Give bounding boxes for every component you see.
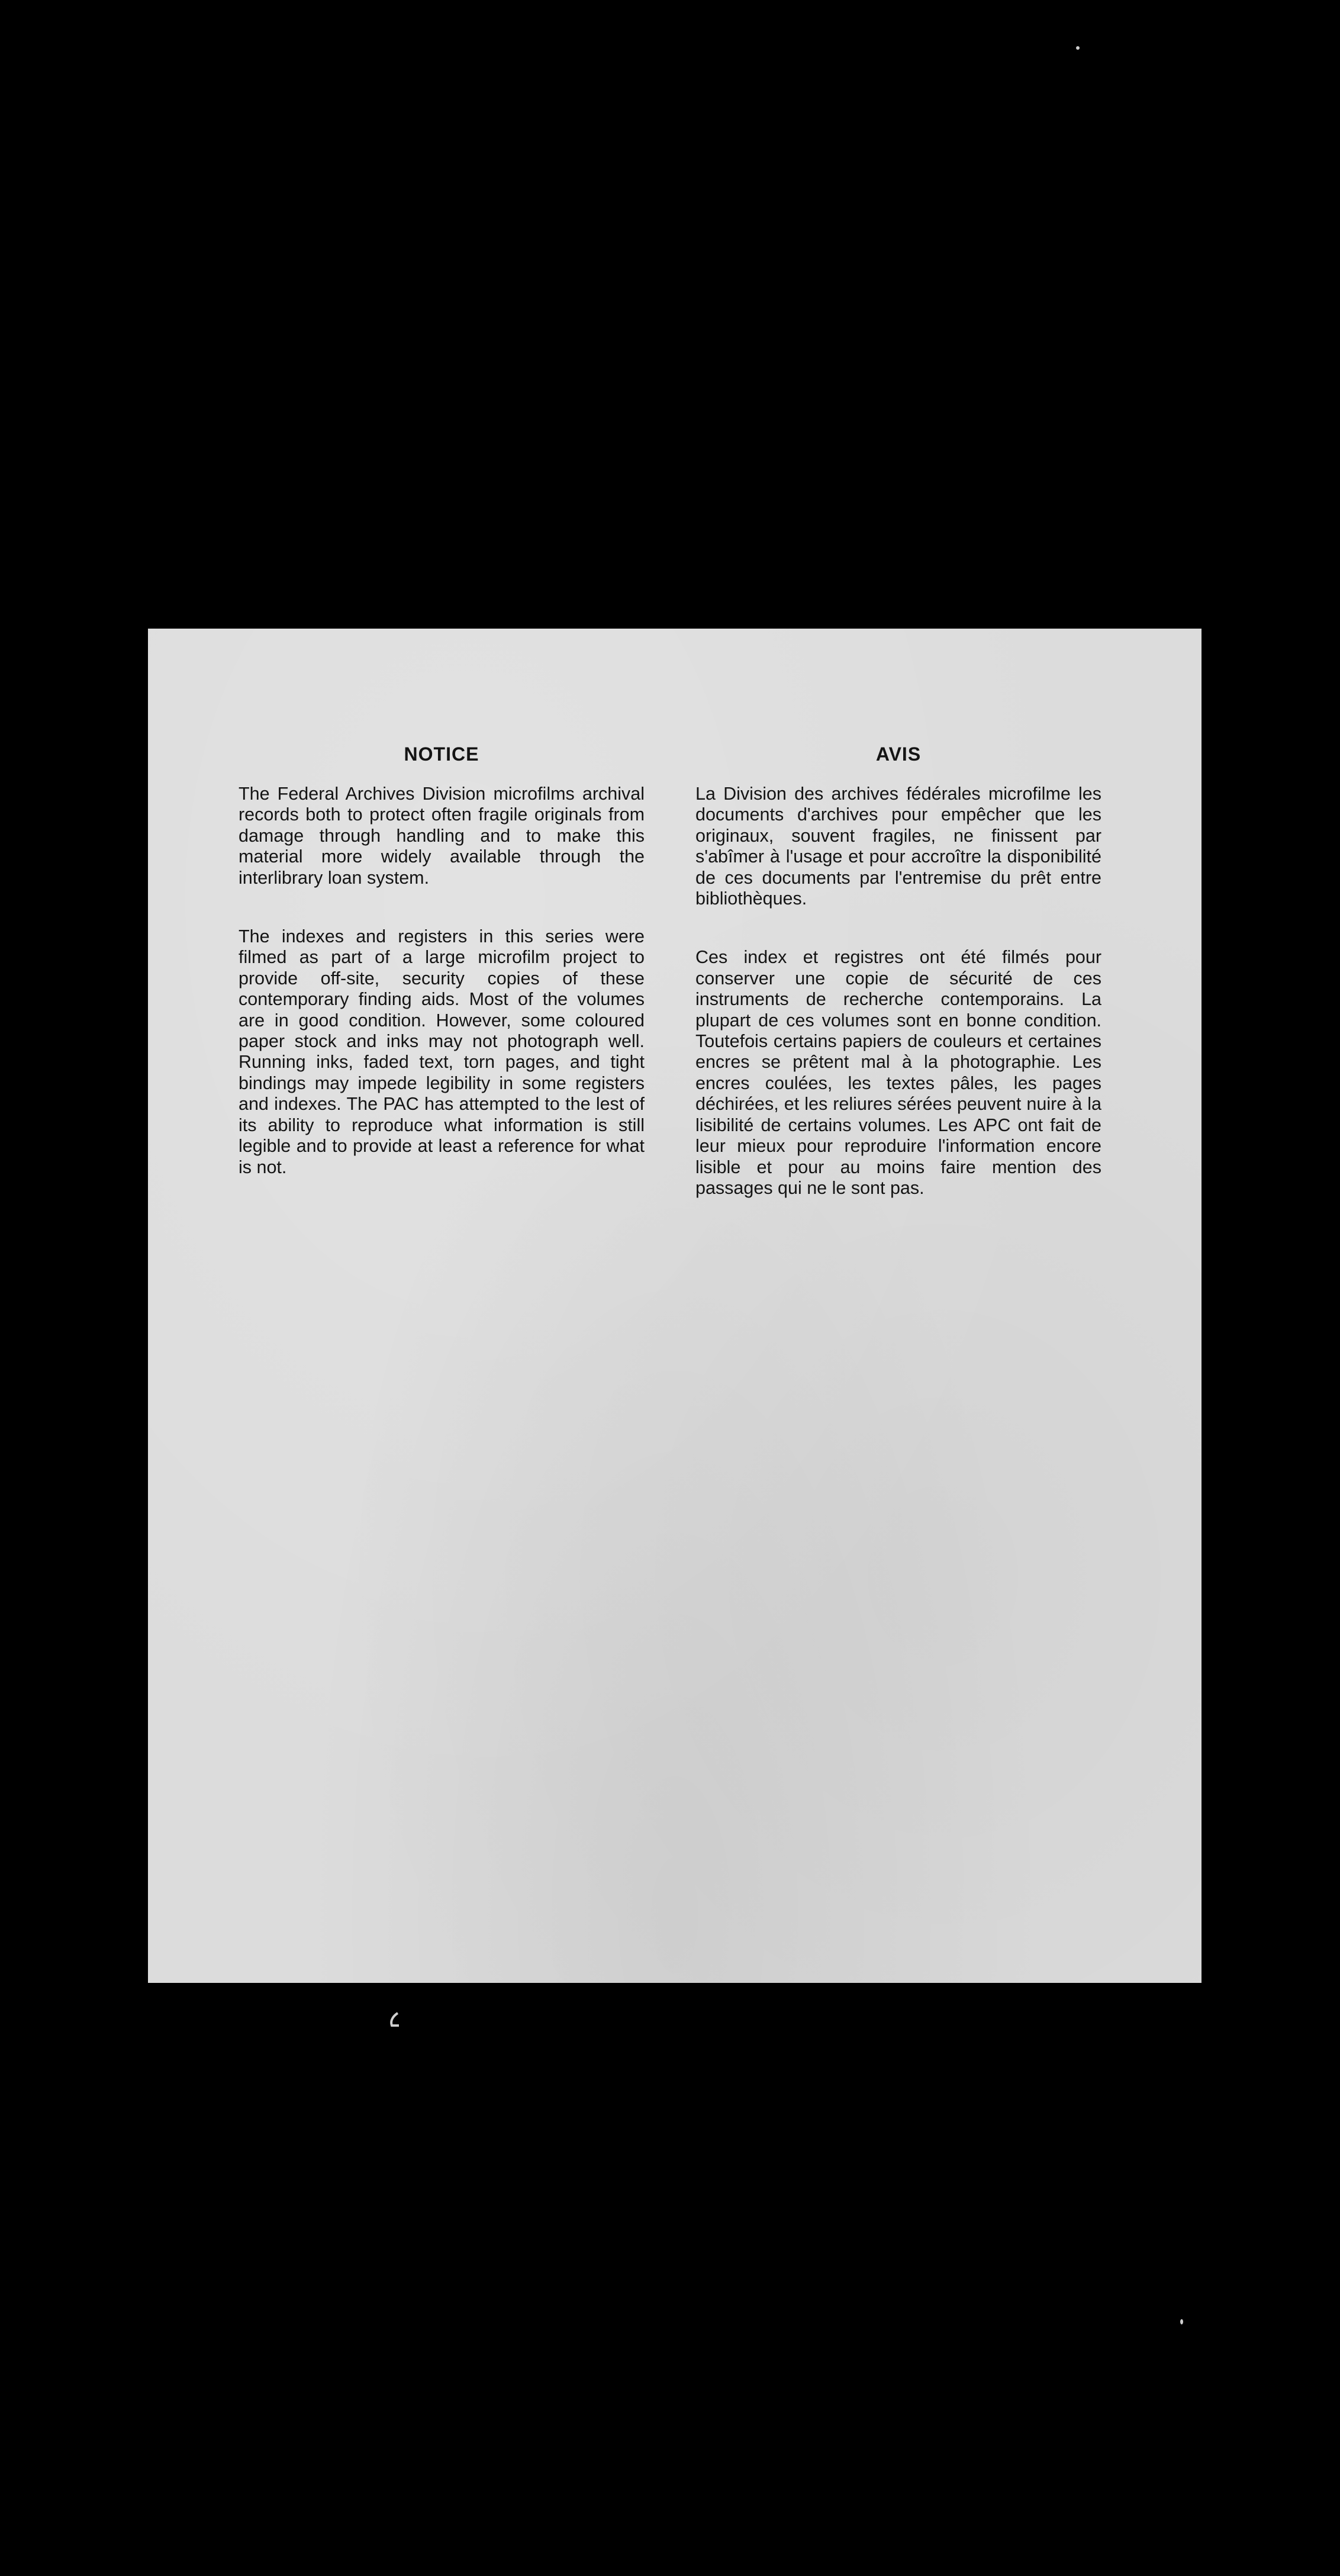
film-speck xyxy=(1076,46,1080,50)
notice-paragraph-1: The Federal Archives Division microfilms archival records both to protect often fragile originals from damage through handling and to make this material more widely available through the interlibrary loan system. xyxy=(239,784,645,888)
avis-paragraph-1: La Division des archives fédérales microfilme les documents d'archives pour empêcher que les originaux, souvent fragiles, ne finissent par s'abîmer à l'usage et pour accroître la disponibilité de ces documents par l'entremise du prêt entre bibliothèques. xyxy=(695,784,1101,909)
notice-heading: NOTICE xyxy=(404,743,479,765)
document-page xyxy=(148,629,1202,1983)
film-speck xyxy=(1180,2319,1183,2324)
film-mark-icon xyxy=(388,2011,401,2028)
avis-paragraph-2: Ces index et registres ont été filmés pour conserver une copie de sécurité de ces instruments de recherche contemporains. La plupart de ces volumes sont en bonne condition. Toutefois certains papiers de couleurs et certaines encres se prêtent mal à la photographie. Les encres coulées, les textes pâles, les pages déchirées, et les reliures sérées peuvent nuire à la lisibilité de certains volumes. Les APC ont fait de leur mieux pour reproduire l'information encore lisible et pour au moins faire mention des passages qui ne le sont pas. xyxy=(695,947,1101,1198)
avis-heading: AVIS xyxy=(875,743,922,765)
avis-column xyxy=(695,741,1101,1237)
notice-paragraph-2: The indexes and registers in this series were filmed as part of a large microfilm project to provide off-site, security copies of these contemporary finding aids. Most of the volumes are in good condition. However, some coloured paper stock and inks may not photograph well. Running inks, faded text, torn pages, and tight bindings may impede legibility in some registers and indexes. The PAC has attempted to the lest of its ability to reproduce what information is still legible and to provide at least a reference for what is not. xyxy=(239,926,645,1177)
notice-column xyxy=(239,741,645,1216)
